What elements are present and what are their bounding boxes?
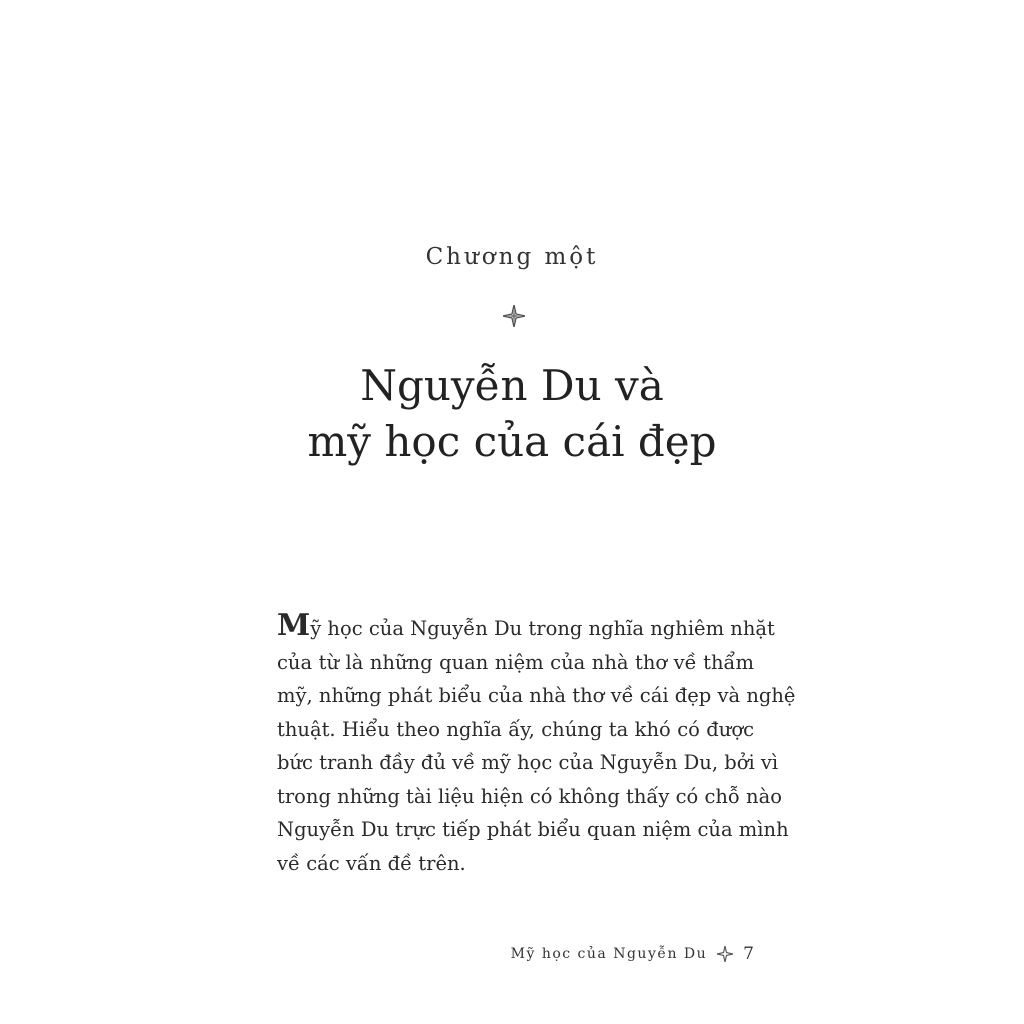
body-line <box>277 608 775 646</box>
chapter-label: Chương một <box>425 244 599 270</box>
body-line: bức tranh đầy đủ về mỹ học của Nguyễn Du, bởi vì <box>277 751 779 774</box>
chapter-title-line-2: mỹ học của cái đẹp <box>307 417 717 466</box>
body-line: thuật. Hiểu theo nghĩa ấy, chúng ta khó có được <box>277 717 754 741</box>
body-line: về các vấn đề trên. <box>277 851 466 875</box>
four-point-star-ornament-icon <box>717 946 733 962</box>
body-line: mỹ, những phát biểu của nhà thơ về cái đẹp và nghệ <box>277 684 796 707</box>
body-line: của từ là những quan niệm của nhà thơ về thẩm <box>277 650 754 674</box>
chapter-title <box>0 358 1024 470</box>
four-point-star-ornament-icon <box>503 305 525 327</box>
drop-initial: M <box>277 608 311 643</box>
page-footer <box>511 944 754 964</box>
running-title: Mỹ học của Nguyễn Du <box>510 946 708 962</box>
body-line: Nguyễn Du trực tiếp phát biểu quan niệm của mình <box>277 818 789 841</box>
page-number: 7 <box>743 944 754 964</box>
chapter-title-line-1: Nguyễn Du và <box>360 361 664 410</box>
body-line: trong những tài liệu hiện có không thấy có chỗ nào <box>277 784 782 808</box>
body-line-text: ỹ học của Nguyễn Du trong nghĩa nghiêm nhặt <box>310 617 775 640</box>
body-paragraph <box>277 608 796 880</box>
